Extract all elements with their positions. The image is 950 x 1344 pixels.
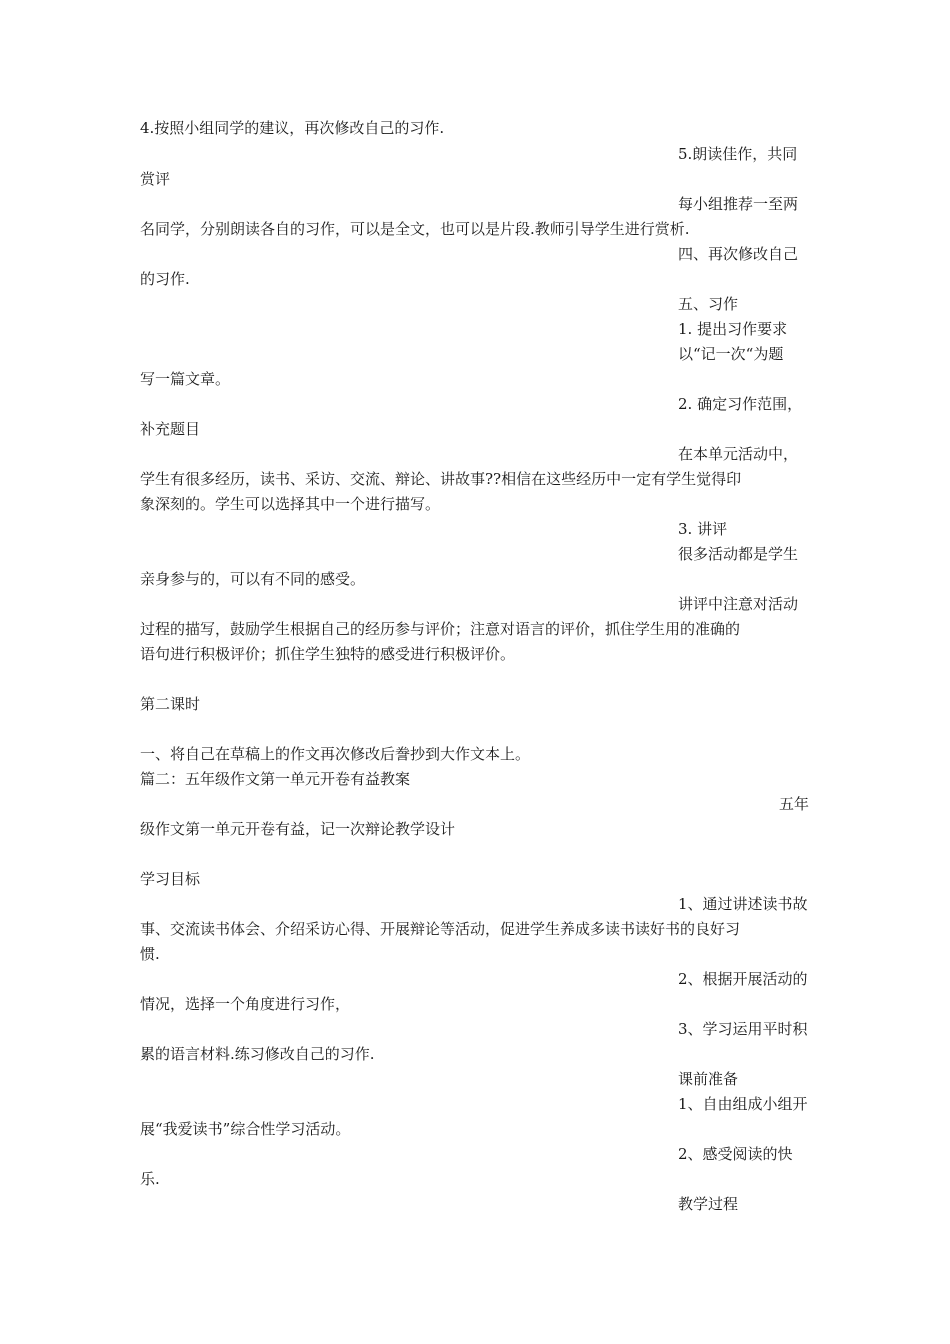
text-line: 亲身参与的，可以有不同的感受。 <box>140 570 366 588</box>
text-line: 4.按照小组同学的建议，再次修改自己的习作. <box>140 119 445 137</box>
text-line: 2、感受阅读的快 <box>678 1145 793 1163</box>
text-line: 展“我爱读书”综合性学习活动。 <box>140 1120 351 1138</box>
section-heading: 教学过程 <box>678 1195 739 1213</box>
text-line: 3. 讲评 <box>678 520 728 538</box>
text-line: 1、自由组成小组开 <box>678 1095 808 1113</box>
text-line: 在本单元活动中， <box>678 445 799 463</box>
text-line: 学生有很多经历，读书、采访、交流、辩论、讲故事??相信在这些经历中一定有学生觉得印 <box>140 470 742 488</box>
text-line: 惯. <box>140 945 160 963</box>
section-heading: 课前准备 <box>678 1070 739 1088</box>
text-line: 五年 <box>779 795 810 813</box>
section-heading: 五、习作 <box>678 295 739 313</box>
text-line: 事、交流读书体会、介绍采访心得、开展辩论等活动，促进学生养成多读书读好书的良好习 <box>140 920 741 938</box>
text-line: 2、根据开展活动的 <box>678 970 808 988</box>
text-line: 1. 提出习作要求 <box>678 320 788 338</box>
text-line: 补充题目 <box>140 420 201 438</box>
text-line: 讲评中注意对活动 <box>678 595 799 613</box>
text-line: 以“记一次“为题 <box>678 345 784 363</box>
section-heading: 第二课时 <box>140 695 201 713</box>
text-line: 级作文第一单元开卷有益，记一次辩论教学设计 <box>140 820 456 838</box>
text-line: 2. 确定习作范围， <box>678 395 803 413</box>
text-line: 名同学，分别朗读各自的习作，可以是全文，也可以是片段.教师引导学生进行赏析. <box>140 220 690 238</box>
text-line: 一、将自己在草稿上的作文再次修改后誊抄到大作文本上。 <box>140 745 531 763</box>
text-line: 3、学习运用平时积 <box>678 1020 808 1038</box>
text-line: 5.朗读佳作，共同 <box>678 145 798 163</box>
text-line: 1、通过讲述读书故 <box>678 895 808 913</box>
text-line: 过程的描写，鼓励学生根据自己的经历参与评价；注意对语言的评价，抓住学生用的准确的 <box>140 620 741 638</box>
text-line: 四、再次修改自己 <box>678 245 799 263</box>
document-title: 篇二：五年级作文第一单元开卷有益教案 <box>140 770 411 788</box>
text-line: 语句进行积极评价；抓住学生独特的感受进行积极评价。 <box>140 645 516 663</box>
text-line: 每小组推荐一至两 <box>678 195 799 213</box>
text-line: 写一篇文章。 <box>140 370 231 388</box>
text-line: 的习作. <box>140 270 190 288</box>
text-line: 很多活动都是学生 <box>678 545 799 563</box>
text-line: 乐. <box>140 1170 160 1188</box>
text-line: 情况，选择一个角度进行习作， <box>140 995 351 1013</box>
text-line: 赏评 <box>140 170 171 188</box>
text-line: 象深刻的。学生可以选择其中一个进行描写。 <box>140 495 441 513</box>
section-heading: 学习目标 <box>140 870 201 888</box>
text-line: 累的语言材料.练习修改自己的习作. <box>140 1045 375 1063</box>
